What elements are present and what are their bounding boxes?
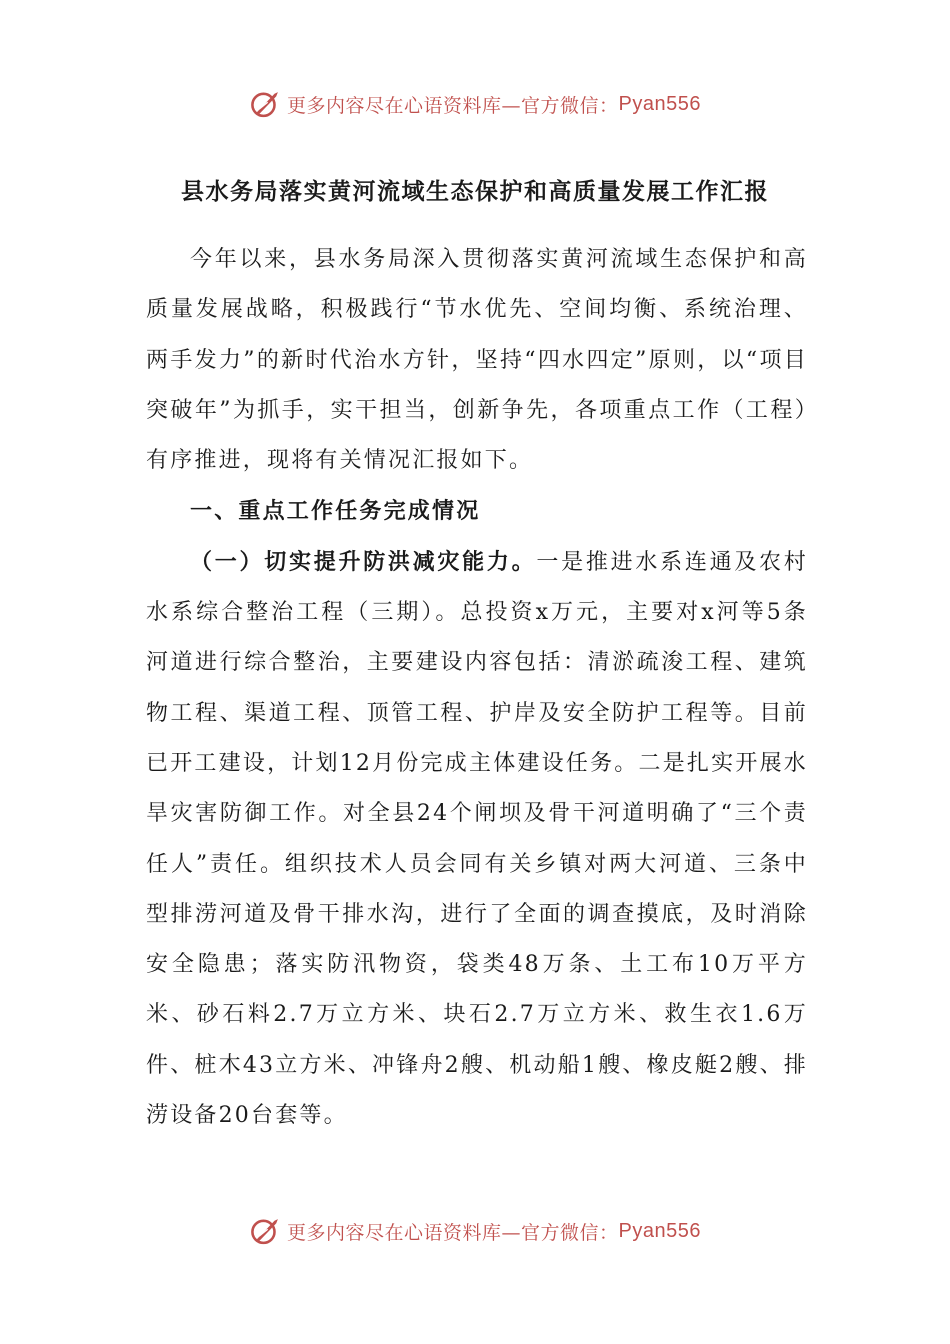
watermark-wechat-id: Pyan556 (618, 1219, 701, 1242)
watermark-wechat-id: Pyan556 (618, 92, 701, 115)
intro-paragraph: 今年以来，县水务局深入贯彻落实黄河流域生态保护和高质量发展战略，积极践行“节水优先、空间均衡、系统治理、两手发力”的新时代治水方针，坚持“四水四定”原则，以“项目突破年”为抓手，实干担当，创新争先，各项重点工作（工程）有序推进，现将有关情况汇报如下。 (146, 247, 808, 474)
watermark-text: 更多内容尽在心语资料库—官方微信： (287, 1221, 619, 1244)
quill-circle-icon (249, 1214, 283, 1248)
watermark-banner-top (0, 84, 950, 124)
document-title: 县水务局落实黄河流域生态保护和高质量发展工作汇报 (181, 178, 769, 205)
document-body (146, 235, 808, 1141)
subsection-lead: （一）切实提升防洪减灾能力。 (190, 548, 537, 575)
quill-circle-icon (249, 87, 283, 121)
section-heading: 一、重点工作任务完成情况 (190, 498, 481, 525)
watermark-banner-bottom (0, 1211, 950, 1251)
subsection-paragraph (146, 537, 808, 1142)
watermark-text: 更多内容尽在心语资料库—官方微信： (287, 94, 619, 117)
subsection-body: 一是推进水系连通及农村水系综合整治工程（三期）。总投资x万元，主要对x河等5条河道进行综合整治，主要建设内容包括：清淤疏浚工程、建筑物工程、渠道工程、顶管工程、护岸及安全防护工程等。目前已开工建设，计划12月份完成主体建设任务。二是扎实开展水旱灾害防御工作。对全县24个闸坝及骨干河道明确了“三个责任人”责任。组织技术人员会同有关乡镇对两大河道、三条中型排涝河道及骨干排水沟，进行了全面的调查摸底，及时消除安全隐患；落实防汛物资，袋类48万条、土工布10万平方米、砂石料2.7万立方米、块石2.7万立方米、救生衣1.6万件、桩木43立方米、冲锋舟2艘、机动船1艘、橡皮艇2艘、排涝设备20台套等。 (146, 549, 809, 1129)
